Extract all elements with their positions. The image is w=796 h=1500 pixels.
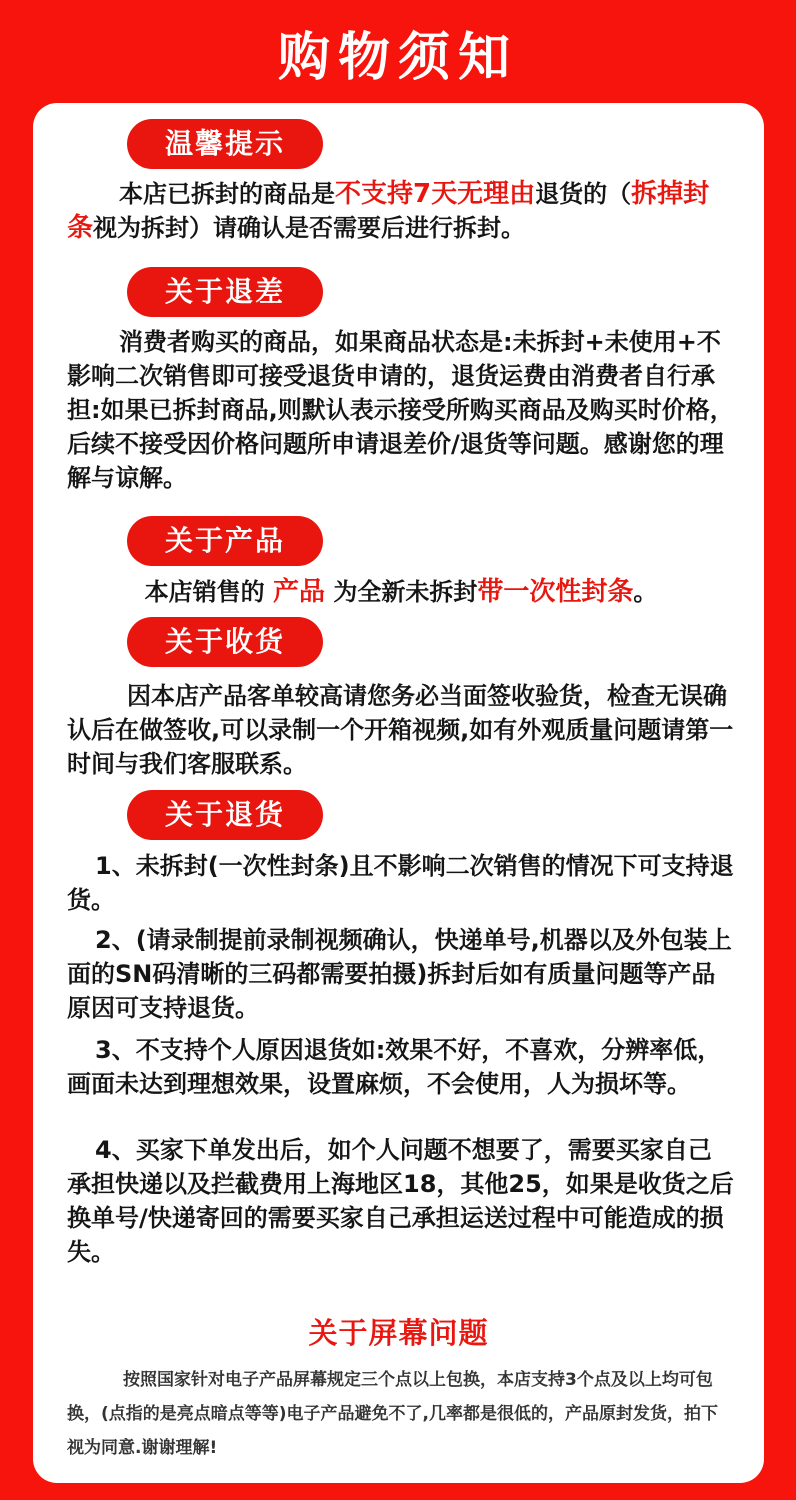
- page-title: 购物须知: [277, 28, 518, 88]
- product-paragraph: [67, 575, 735, 609]
- tip-text-2: 退货的（: [535, 180, 632, 208]
- returns-item-2: 2、(请录制提前录制视频确认，快递单号,机器以及外包装上面的SN码清晰的三码都需要拍摄)拆封后如有质量问题等产品原因可支持退货。: [67, 926, 732, 1022]
- product-highlight-1: 产品: [272, 577, 325, 607]
- tip-paragraph: [67, 177, 735, 245]
- badge-product: 关于产品: [127, 516, 323, 566]
- tip-highlight-2: 拆掉封条: [67, 179, 710, 243]
- product-text-1: 本店销售的: [144, 578, 273, 606]
- refund-difference-paragraph: 消费者购买的商品，如果商品状态是:未拆封+未使用+不影响二次销售即可接受退货申请的，退货运费由消费者自行承担:如果已拆封商品,则默认表示接受所购买商品及购买时价格，后续不接受因价格问题所申请退差价/退货等问题。感谢您的理解与谅解。: [67, 328, 734, 492]
- product-text-3: 。: [633, 578, 658, 606]
- tip-text-3: 视为拆封）请确认是否需要后进行拆封。: [93, 214, 526, 242]
- badge-receipt: 关于收货: [127, 617, 323, 667]
- receipt-paragraph: 因本店产品客单较高请您务必当面签收验货，检查无误确认后在做签收,可以录制一个开箱视频,如有外观质量问题请第一时间与我们客服联系。: [67, 682, 734, 778]
- tip-highlight-1: 不支持7天无理由: [335, 179, 536, 209]
- notice-card: [33, 103, 764, 1483]
- returns-item-3: 3、不支持个人原因退货如:效果不好，不喜欢，分辨率低，画面未达到理想效果，设置麻烦，不会使用，人为损坏等。: [67, 1036, 722, 1098]
- screen-section-title: 关于屏幕问题: [308, 1316, 489, 1350]
- returns-item-4: 4、买家下单发出后，如个人问题不想要了，需要买家自己承担快递以及拦截费用上海地区18，其他25，如果是收货之后换单号/快递寄回的需要买家自己承担运送过程中可能造成的损失。: [67, 1136, 734, 1266]
- product-text-2: 为全新未拆封: [325, 578, 478, 606]
- product-highlight-2: 带一次性封条: [477, 577, 634, 607]
- screen-paragraph: 按照国家针对电子产品屏幕规定三个点以上包换，本店支持3个点及以上均可包换，(点指的是亮点暗点等等)电子产品避免不了,几率都是很低的，产品原封发货，拍下视为同意.谢谢理解!: [67, 1370, 718, 1458]
- badge-tip: 温馨提示: [127, 119, 323, 169]
- returns-item-1: 1、未拆封(一次性封条)且不影响二次销售的情况下可支持退货。: [67, 852, 734, 914]
- badge-returns: 关于退货: [127, 790, 323, 840]
- tip-text-1: 本店已拆封的商品是: [119, 180, 335, 208]
- badge-refund-difference: 关于退差: [127, 267, 323, 317]
